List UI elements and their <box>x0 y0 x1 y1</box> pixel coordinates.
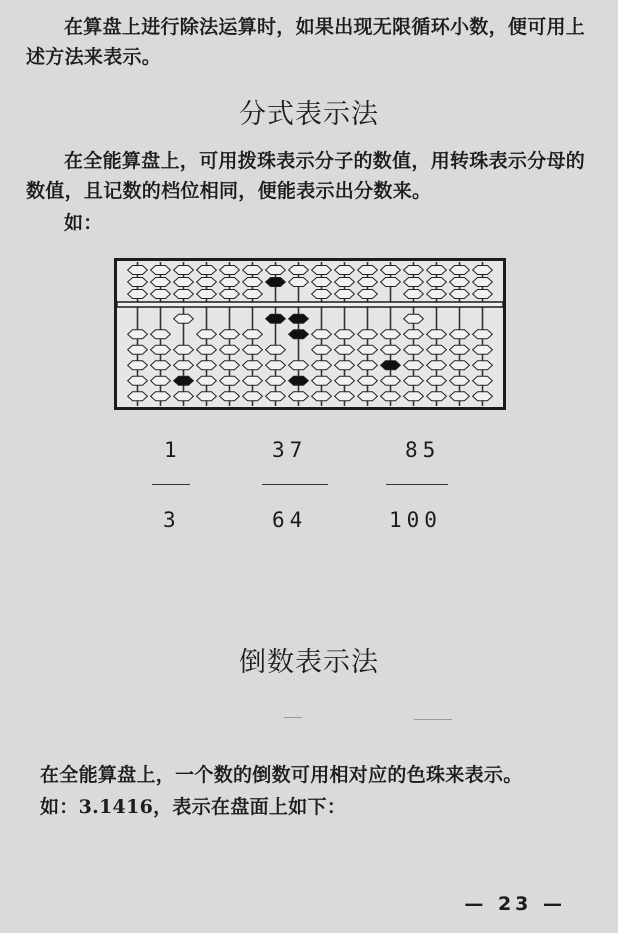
abacus-bead <box>197 290 217 299</box>
abacus-bead <box>381 392 401 401</box>
abacus-bead <box>427 345 447 354</box>
fraction-bar <box>152 484 190 485</box>
abacus-bead <box>335 376 355 385</box>
abacus-bead <box>312 392 332 401</box>
abacus-bead <box>220 278 240 287</box>
abacus-bead <box>358 376 378 385</box>
abacus-bead <box>243 266 263 275</box>
abacus-bead <box>450 392 470 401</box>
fraction-bar <box>262 484 328 485</box>
abacus-bead <box>197 345 217 354</box>
abacus-bead <box>243 290 263 299</box>
abacus-bead <box>404 392 424 401</box>
abacus-bead <box>381 345 401 354</box>
abacus-bead <box>358 266 378 275</box>
abacus-bead <box>243 376 263 385</box>
abacus-bead <box>128 278 148 287</box>
abacus-bead <box>197 392 217 401</box>
smudge-mark <box>414 719 452 720</box>
abacus-bead <box>243 345 263 354</box>
abacus-bead <box>266 392 286 401</box>
abacus-bead-black <box>266 314 286 323</box>
abacus-bead <box>335 392 355 401</box>
abacus-bead <box>266 376 286 385</box>
abacus-bead <box>358 278 378 287</box>
abacus-bead <box>151 376 171 385</box>
abacus-bead <box>404 376 424 385</box>
abacus-bead <box>266 361 286 370</box>
abacus-bead <box>450 361 470 370</box>
abacus-bead <box>197 266 217 275</box>
paragraph-reciprocal-method: 在全能算盘上，一个数的倒数可用相对应的色珠来表示。 <box>40 764 523 786</box>
abacus-bead <box>427 278 447 287</box>
abacus-bead <box>312 376 332 385</box>
abacus-bead <box>335 330 355 339</box>
abacus-bead <box>473 278 493 287</box>
abacus-bead <box>335 361 355 370</box>
abacus-bead <box>220 290 240 299</box>
heading-fraction-method: 分式表示法 <box>239 99 379 130</box>
abacus-bead <box>128 392 148 401</box>
abacus-bead <box>381 278 401 287</box>
abacus-bead <box>197 278 217 287</box>
abacus-bead <box>174 278 194 287</box>
abacus-bead <box>404 314 424 323</box>
abacus-bead <box>128 376 148 385</box>
paragraph-fraction-method: 在全能算盘上，可用拨珠表示分子的数值，用转珠表示分母的数值，且记数的档位相同，便能表示出分数来。 <box>26 150 586 202</box>
abacus-bead-black <box>174 376 194 385</box>
abacus-bead <box>128 361 148 370</box>
abacus-bead <box>220 345 240 354</box>
abacus-bead <box>358 361 378 370</box>
abacus-bead <box>450 345 470 354</box>
abacus-bead <box>151 330 171 339</box>
abacus-bead <box>220 376 240 385</box>
abacus-bead <box>450 376 470 385</box>
abacus-bead <box>381 266 401 275</box>
abacus-bead <box>473 345 493 354</box>
abacus-bead <box>358 330 378 339</box>
abacus-bead <box>312 266 332 275</box>
abacus-bead <box>427 392 447 401</box>
abacus-bead-black <box>289 314 309 323</box>
abacus-bead <box>174 266 194 275</box>
abacus-bead <box>404 330 424 339</box>
abacus-bead <box>289 278 309 287</box>
fraction-denominator: 64 <box>272 508 308 532</box>
abacus-bead <box>243 330 263 339</box>
abacus-bead <box>174 314 194 323</box>
abacus-bead <box>151 361 171 370</box>
abacus-bead <box>473 266 493 275</box>
abacus-bead <box>358 345 378 354</box>
abacus-bead <box>289 392 309 401</box>
example-label: 如： <box>64 212 103 234</box>
abacus-bead <box>404 266 424 275</box>
abacus-bead <box>312 361 332 370</box>
fraction-denominator: 100 <box>389 508 442 532</box>
abacus-bead <box>312 330 332 339</box>
fraction-bar <box>386 484 448 485</box>
abacus-bead <box>358 392 378 401</box>
abacus-bead <box>473 392 493 401</box>
abacus-bead <box>450 330 470 339</box>
abacus-fraction-figure <box>114 258 506 410</box>
abacus-bead <box>404 345 424 354</box>
abacus-bead <box>312 290 332 299</box>
abacus-bead <box>404 361 424 370</box>
abacus-bead <box>220 361 240 370</box>
abacus-bead <box>151 345 171 354</box>
abacus-bead <box>312 278 332 287</box>
heading-reciprocal-method: 倒数表示法 <box>239 647 379 678</box>
fraction-denominator: 3 <box>163 508 181 532</box>
abacus-bead <box>473 330 493 339</box>
abacus-bead <box>128 345 148 354</box>
abacus-bead <box>404 278 424 287</box>
abacus-bead <box>427 376 447 385</box>
abacus-bead <box>427 361 447 370</box>
abacus-bead <box>243 361 263 370</box>
abacus-bead <box>335 290 355 299</box>
abacus-bead <box>220 392 240 401</box>
abacus-bead <box>335 266 355 275</box>
abacus-bead <box>174 361 194 370</box>
abacus-bead-black <box>289 330 309 339</box>
abacus-bead <box>151 278 171 287</box>
abacus-bead-black <box>266 278 286 287</box>
abacus-bead <box>289 266 309 275</box>
fraction-numerator: 85 <box>405 438 441 462</box>
abacus-bead <box>128 266 148 275</box>
abacus-bead <box>151 290 171 299</box>
abacus-bead <box>381 376 401 385</box>
abacus-bead <box>197 330 217 339</box>
abacus-bead <box>243 392 263 401</box>
page-number: — 23 — <box>464 893 566 915</box>
abacus-bead-black <box>381 361 401 370</box>
abacus-bead <box>450 266 470 275</box>
abacus-bead <box>427 290 447 299</box>
abacus-bead <box>427 266 447 275</box>
abacus-bead <box>289 361 309 370</box>
abacus-bead <box>335 278 355 287</box>
abacus-bead <box>335 345 355 354</box>
abacus-bead <box>450 290 470 299</box>
paragraph-infinite-decimal: 在算盘上进行除法运算时，如果出现无限循环小数，便可用上述方法来表示。 <box>26 16 586 68</box>
abacus-bead <box>312 345 332 354</box>
abacus-bead <box>151 392 171 401</box>
abacus-bead <box>473 290 493 299</box>
abacus-bead <box>197 376 217 385</box>
abacus-bead <box>128 290 148 299</box>
abacus-bead <box>266 266 286 275</box>
fraction-numerator: 37 <box>272 438 308 462</box>
abacus-bead <box>174 290 194 299</box>
abacus-bead <box>174 345 194 354</box>
abacus-bead <box>174 392 194 401</box>
abacus-bead <box>128 330 148 339</box>
abacus-bead <box>197 361 217 370</box>
abacus-bead <box>220 330 240 339</box>
abacus-bead <box>427 330 447 339</box>
abacus-beam <box>117 302 503 307</box>
abacus-bead <box>473 376 493 385</box>
smudge-mark <box>284 717 302 718</box>
abacus-bead <box>220 266 240 275</box>
paragraph-example-number: 如：3.1416，表示在盘面上如下： <box>40 796 347 818</box>
abacus-bead <box>358 290 378 299</box>
fraction-numerator: 1 <box>164 438 182 462</box>
abacus-bead <box>450 278 470 287</box>
abacus-bead <box>266 345 286 354</box>
abacus-bead <box>404 290 424 299</box>
abacus-bead <box>473 361 493 370</box>
abacus-bead <box>381 330 401 339</box>
abacus-bead <box>243 278 263 287</box>
abacus-bead-black <box>289 376 309 385</box>
abacus-bead <box>151 266 171 275</box>
